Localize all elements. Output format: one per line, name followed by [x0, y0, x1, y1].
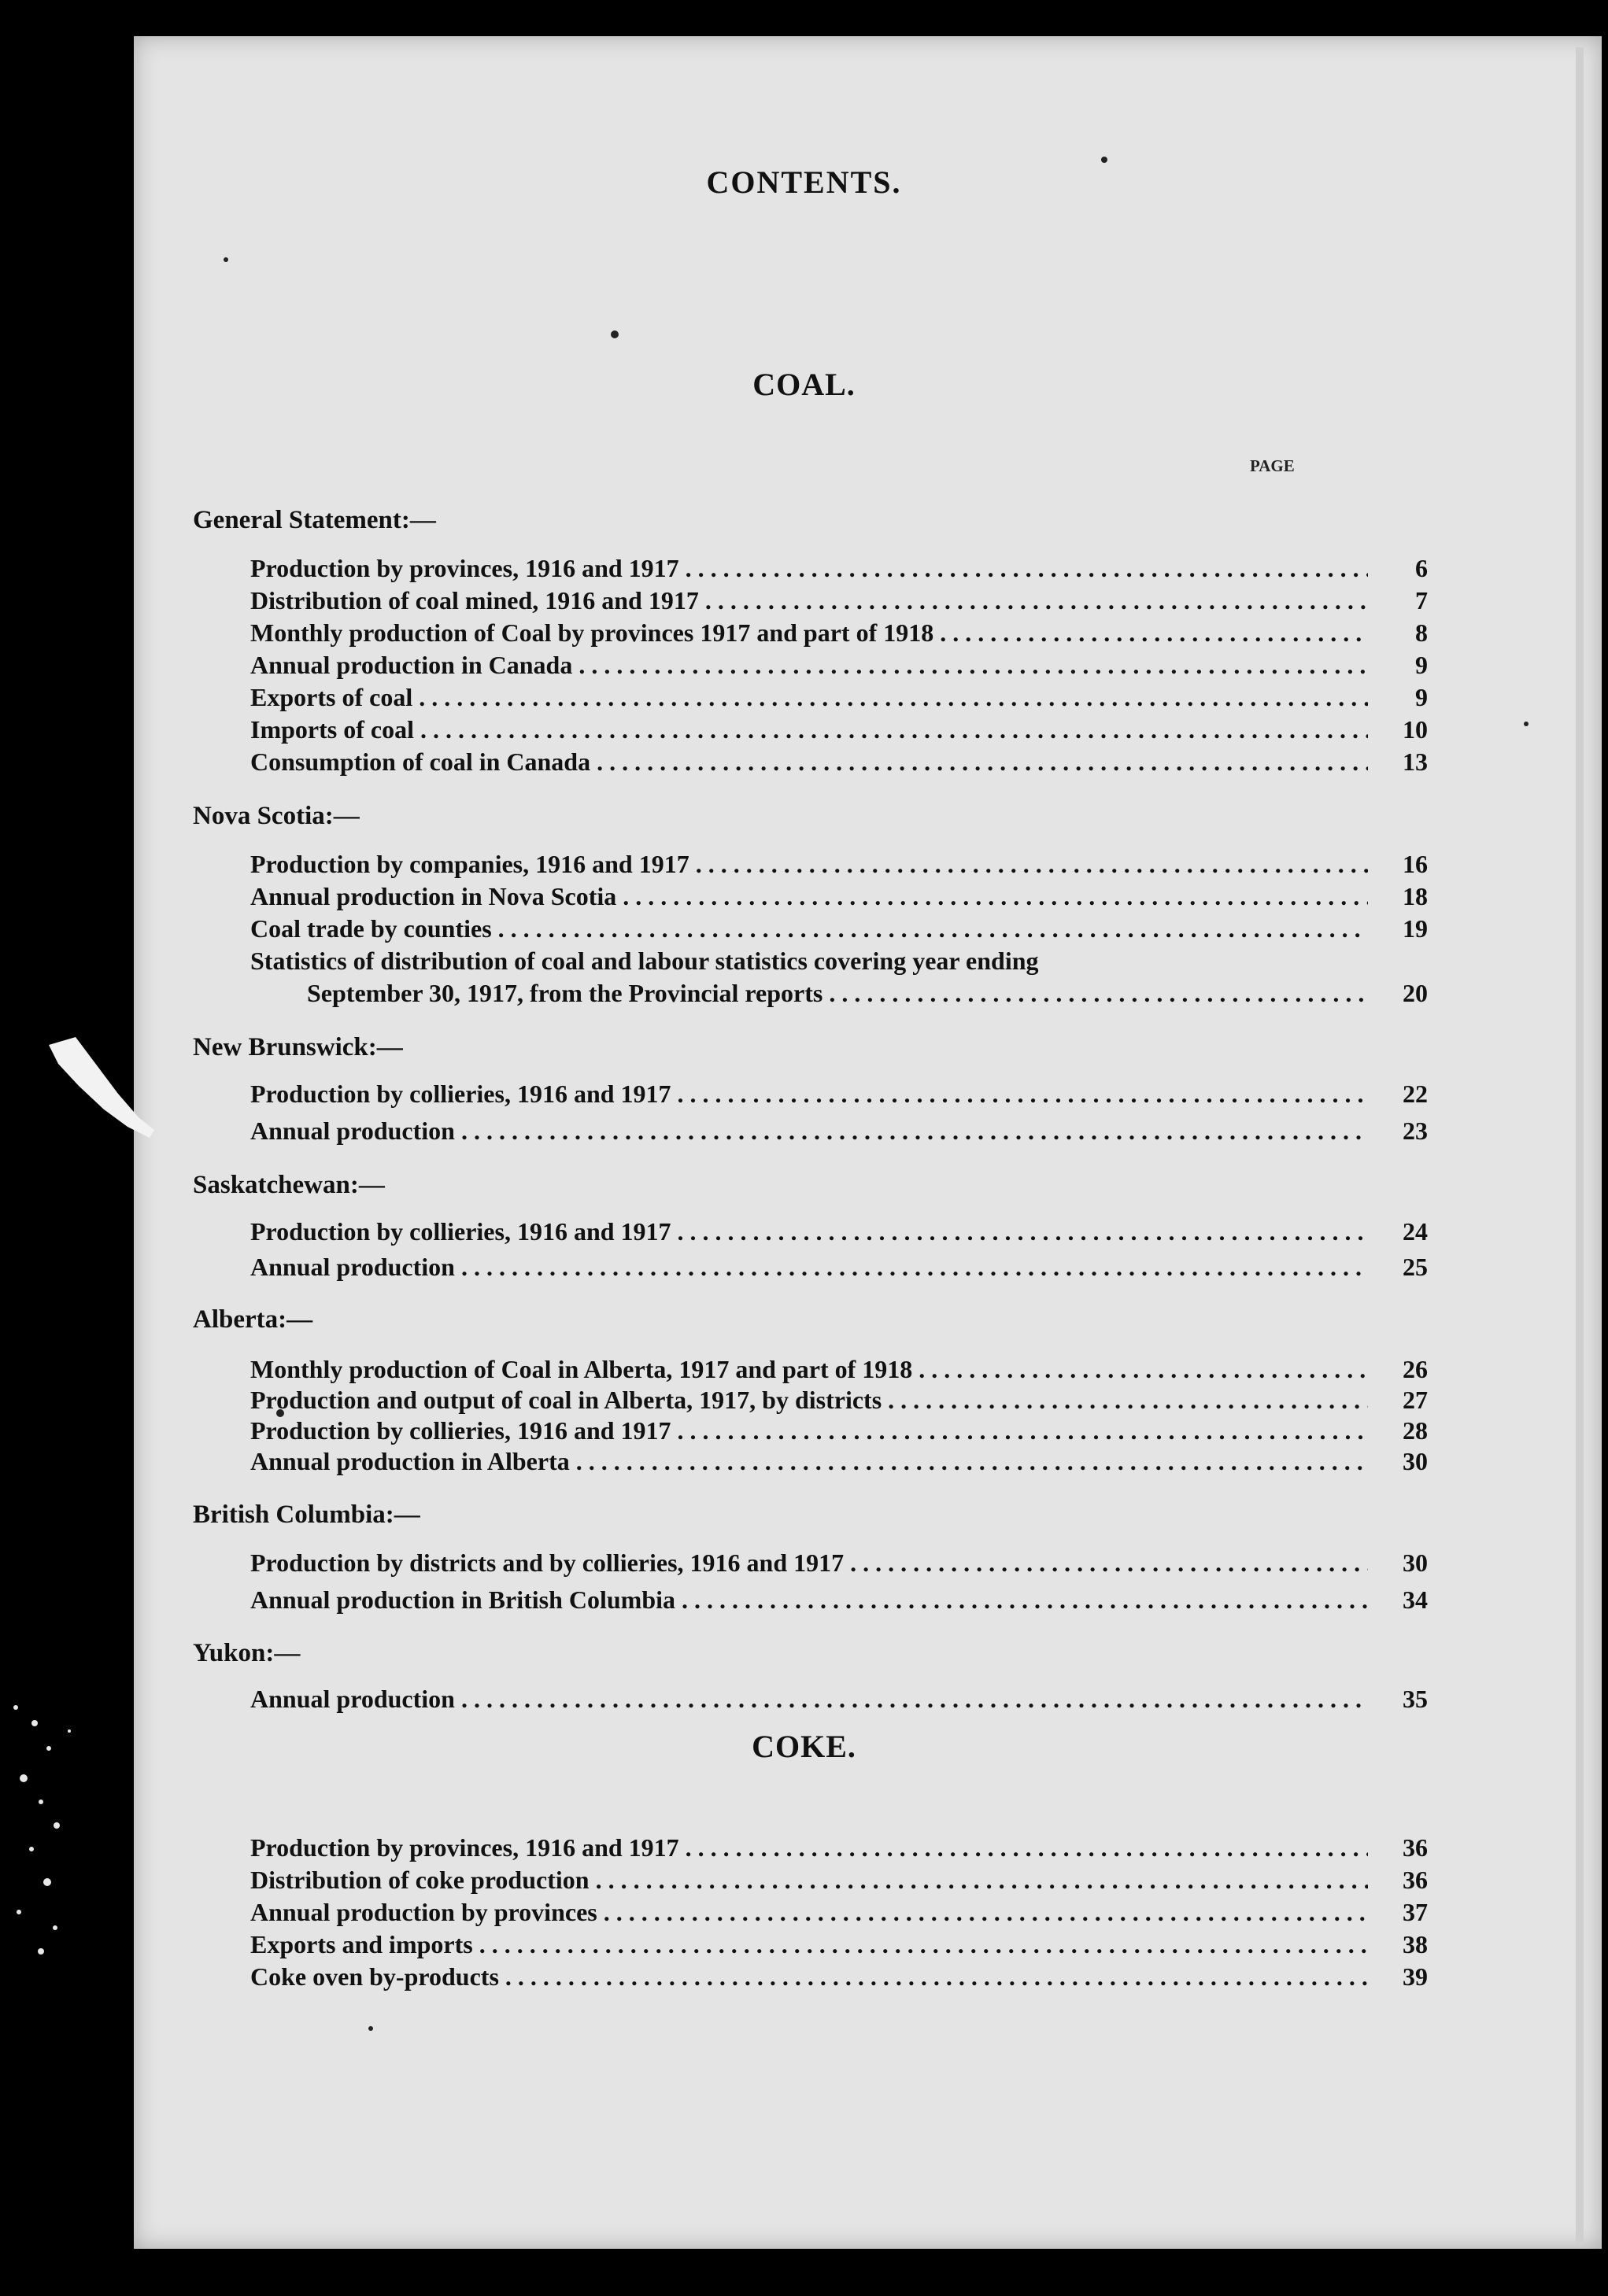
entry-text: Annual production in Canada . . .: [250, 651, 1368, 680]
entry-text: Coke oven by-products . . .: [250, 1962, 1368, 1991]
toc-entry: [250, 1386, 1428, 1420]
toc-entry: [250, 554, 1428, 589]
toc-entry: [250, 1253, 1428, 1287]
torn-paper-fragment: [49, 1037, 154, 1138]
entry-page: 10: [1403, 715, 1428, 744]
entry-text: Production by collieries, 1916 and 1917 . . .: [250, 1416, 1368, 1445]
heading-new-brunswick: New Brunswick:—: [193, 1033, 403, 1061]
toc-entry: [250, 1866, 1428, 1900]
entry-text: Monthly production of Coal by provinces 1917 and part of 1918 . . .: [250, 618, 1368, 648]
toc-entry: [250, 1930, 1428, 1965]
entry-text: Production by provinces, 1916 and 1917 . . .: [250, 554, 1368, 583]
entry-text: Coal trade by counties . . .: [250, 914, 1368, 943]
heading-saskatchewan: Saskatchewan:—: [193, 1171, 385, 1199]
entry-page: 16: [1403, 850, 1428, 878]
entry-page: 8: [1415, 618, 1428, 647]
entry-text: Annual production . . .: [250, 1253, 1368, 1282]
toc-entry: [250, 715, 1428, 750]
toc-entry: [250, 1833, 1428, 1868]
entry-page: 30: [1403, 1549, 1428, 1577]
entry-page: 39: [1403, 1962, 1428, 1991]
entry-page: 25: [1403, 1253, 1428, 1281]
entry-page: 20: [1403, 979, 1428, 1007]
toc-entry-continuation: [307, 979, 1428, 1013]
toc-entry: [250, 1416, 1428, 1451]
entry-page: 27: [1403, 1386, 1428, 1414]
toc-entry: [250, 882, 1428, 917]
entry-page: 13: [1403, 747, 1428, 776]
entry-text: Production by collieries, 1916 and 1917 . . .: [250, 1217, 1368, 1246]
toc-entry: [250, 1549, 1428, 1583]
heading-nova-scotia: Nova Scotia:—: [193, 802, 360, 830]
entry-text: Annual production in Nova Scotia . . .: [250, 882, 1368, 911]
entry-page: 19: [1403, 914, 1428, 943]
toc-entry: [250, 651, 1428, 685]
toc-entry: [250, 1355, 1428, 1390]
entry-page: 24: [1403, 1217, 1428, 1246]
entry-text: Production by districts and by collieries, 1916 and 1917 . . .: [250, 1549, 1368, 1578]
toc-entry: [250, 747, 1428, 782]
toc-entry: [250, 1117, 1428, 1151]
entry-page: 9: [1415, 683, 1428, 711]
entry-text: Exports of coal . . .: [250, 683, 1368, 712]
entry-page: 6: [1415, 554, 1428, 582]
entry-page: 23: [1403, 1117, 1428, 1145]
entry-page: 38: [1403, 1930, 1428, 1958]
entry-text: Production by collieries, 1916 and 1917 . . .: [250, 1080, 1368, 1109]
entry-text: Distribution of coal mined, 1916 and 1917 . . .: [250, 586, 1368, 615]
heading-british-columbia: British Columbia:—: [193, 1501, 420, 1529]
toc-entry: [250, 586, 1428, 621]
entry-text: Exports and imports . . .: [250, 1930, 1368, 1959]
page-column-label: PAGE: [1250, 456, 1295, 475]
heading-general-statement: General Statement:—: [193, 506, 436, 534]
entry-page: 35: [1403, 1685, 1428, 1713]
entry-text: Annual production by provinces . . .: [250, 1898, 1368, 1927]
entry-page: 26: [1403, 1355, 1428, 1383]
heading-alberta: Alberta:—: [193, 1305, 313, 1334]
entry-page: 37: [1403, 1898, 1428, 1926]
entry-text: Production by companies, 1916 and 1917 . . .: [250, 850, 1368, 879]
entry-text: Production by provinces, 1916 and 1917 . . .: [250, 1833, 1368, 1862]
toc-entry: [250, 1898, 1428, 1932]
entry-page: 28: [1403, 1416, 1428, 1445]
toc-entry: [250, 1080, 1428, 1114]
entry-text: Distribution of coke production . . .: [250, 1866, 1368, 1895]
entry-page: 30: [1403, 1447, 1428, 1475]
doc-title: CONTENTS.: [706, 164, 902, 200]
toc-entry: [250, 1447, 1428, 1482]
toc-entry: [250, 1217, 1428, 1252]
coal-section-title: COAL.: [752, 367, 856, 402]
entry-text: September 30, 1917, from the Provincial reports . . .: [307, 979, 1368, 1008]
toc-entry: [250, 683, 1428, 718]
heading-yukon: Yukon:—: [193, 1639, 301, 1667]
entry-text: Consumption of coal in Canada . . .: [250, 747, 1368, 777]
entry-page: 36: [1403, 1833, 1428, 1862]
toc-entry: [250, 1685, 1428, 1719]
toc-entry: [250, 618, 1428, 653]
entry-page: 36: [1403, 1866, 1428, 1894]
entry-text: Annual production . . .: [250, 1685, 1368, 1714]
entry-page: 22: [1403, 1080, 1428, 1108]
coke-section-title: COKE.: [752, 1729, 856, 1764]
entry-text: Monthly production of Coal in Alberta, 1917 and part of 1918 . . .: [250, 1355, 1368, 1384]
entry-page: 7: [1415, 586, 1428, 615]
toc-entry: [250, 850, 1428, 884]
entry-text: Imports of coal . . .: [250, 715, 1368, 744]
entry-page: 9: [1415, 651, 1428, 679]
entry-page: 34: [1403, 1585, 1428, 1614]
toc-entry: [250, 947, 1428, 981]
toc-entry: [250, 1585, 1428, 1620]
toc-entry: [250, 1962, 1428, 1997]
toc-entry: [250, 914, 1428, 949]
entry-text: Annual production . . .: [250, 1117, 1368, 1146]
entry-text: Statistics of distribution of coal and labour statistics covering year ending: [250, 947, 1039, 975]
entry-text: Annual production in British Columbia . . .: [250, 1585, 1368, 1615]
entry-page: 18: [1403, 882, 1428, 910]
entry-text: Production and output of coal in Alberta, 1917, by districts . . .: [250, 1386, 1368, 1415]
entry-text: Annual production in Alberta . . .: [250, 1447, 1368, 1476]
